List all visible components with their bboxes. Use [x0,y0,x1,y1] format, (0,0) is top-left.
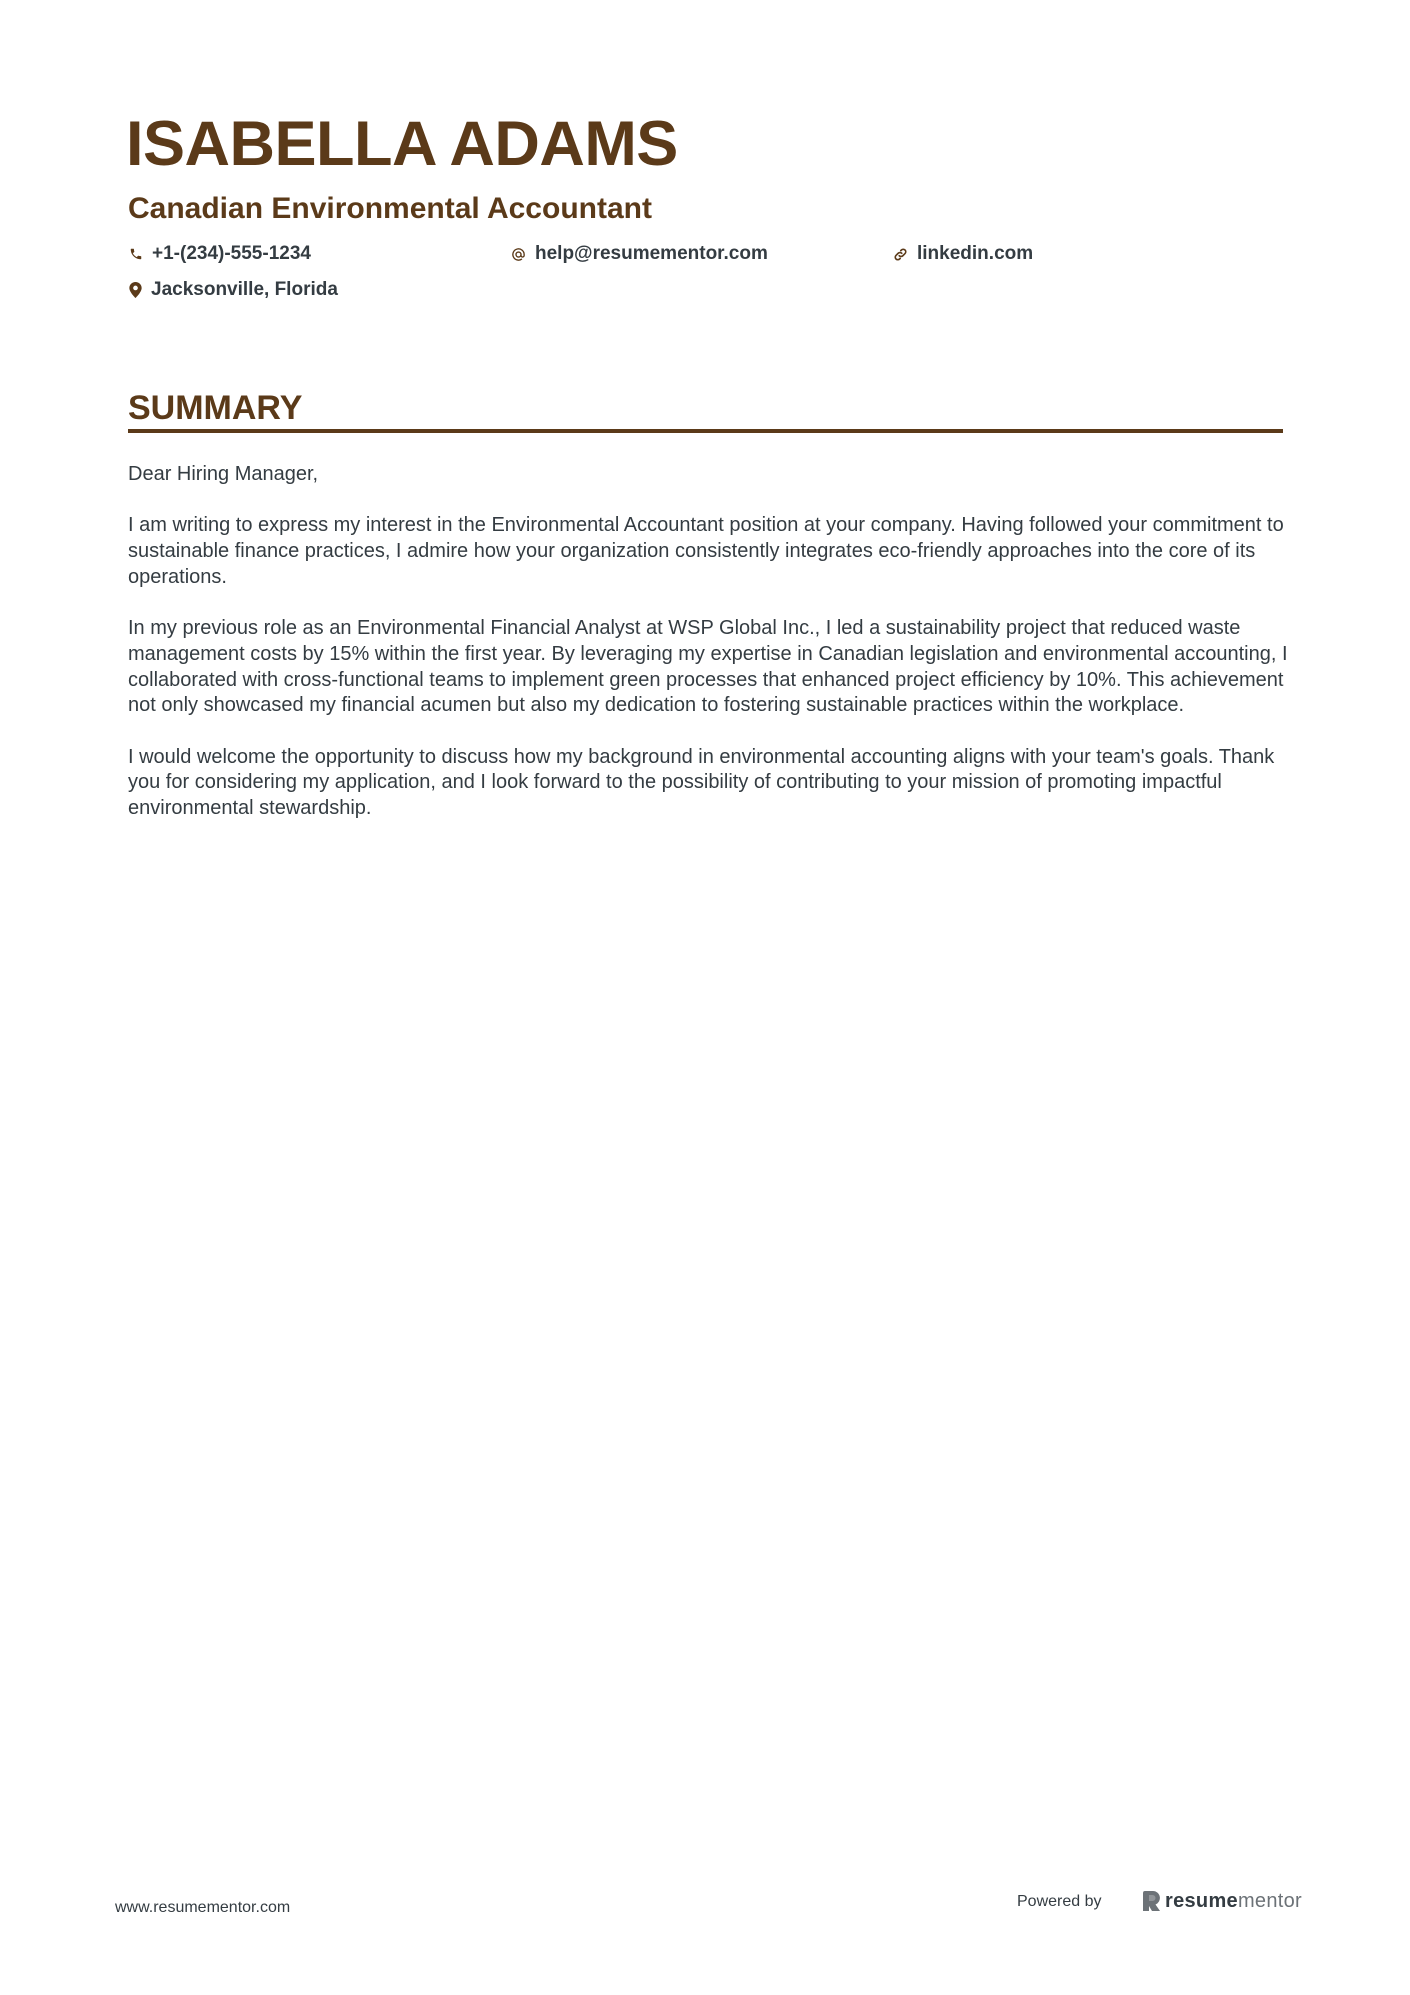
at-icon [511,247,526,262]
contact-phone [129,242,311,266]
candidate-name: ISABELLA ADAMS [126,109,678,179]
salutation: Dear Hiring Manager, [128,463,319,485]
section-divider [128,429,1283,433]
paragraph: I would welcome the opportunity to discuss how my background in environmental accounting aligns with your team's goals. Thank you for considering my application, and I look forward to the possibility of contributing to your mission of promoting impactful environmental stewardship. [128,745,1275,820]
phone-icon [129,247,143,261]
resumementor-logo[interactable] [1143,1889,1302,1913]
link-icon [893,247,908,262]
email-text[interactable]: help@resumementor.com [535,243,768,264]
job-title: Canadian Environmental Accountant [128,192,652,225]
link-text[interactable]: linkedin.com [917,243,1034,264]
logo-text-resume: resume [1165,1890,1238,1912]
paragraph: I am writing to express my interest in the Environmental Accountant position at your company. Having followed your commitment to sustainable finance practices, I admire how your organization consistently integrates eco-friendly approaches into the core of its operations. [128,514,1284,588]
powered-by-label: Powered by [1017,1893,1102,1910]
logo-text-mentor: mentor [1237,1890,1302,1912]
resumementor-logo-icon [1143,1891,1161,1911]
paragraph: In my previous role as an Environmental Financial Analyst at WSP Global Inc., I led a sustainability project that reduced waste management costs by 15% within the first year. By leveraging my expertise in Canadian legislation and environmental accounting, I collaborated with cross-functional teams to implement green processes that enhanced project efficiency by 10%. This achievement not only showcased my financial acumen but also my dedication to fostering sustainable practices within the workplace. [128,617,1288,717]
location-text: Jacksonville, Florida [151,279,338,300]
map-pin-icon [129,282,142,298]
footer-website[interactable]: www.resumementor.com [115,1899,291,1916]
contact-link[interactable] [893,242,1033,266]
contact-location [129,278,338,302]
contact-email[interactable] [511,242,768,266]
summary-body [128,462,1288,847]
phone-text: +1-(234)-555-1234 [152,243,311,264]
section-heading-summary: SUMMARY [128,389,303,427]
